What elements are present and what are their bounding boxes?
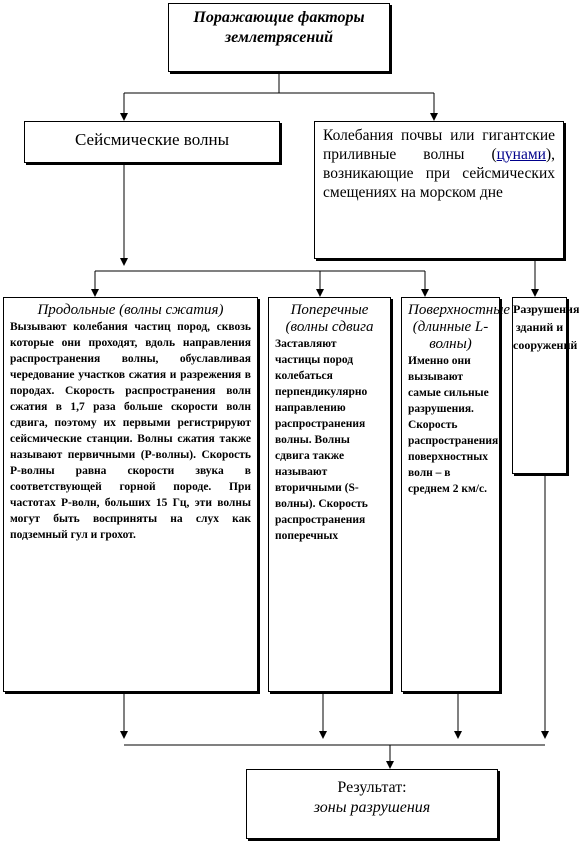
tsunami-link[interactable]: цунами	[496, 146, 546, 163]
longitudinal-waves-box	[3, 297, 258, 692]
surface-waves-box	[401, 297, 511, 692]
title-line-2: землетрясений	[224, 29, 334, 46]
surface-text: Именно они вызывают самые сильные разрушения. Скорость распространения поверхностных волн – в среднем 2 км/с.	[408, 355, 499, 495]
oscillations-text-before: Колебания почвы или гигантские приливные волны (	[323, 127, 555, 163]
surface-title: Поверхностные (длинные L-волны)	[408, 302, 511, 352]
destruction-box	[512, 297, 579, 474]
longitudinal-title: Продольные (волны сжатия)	[37, 302, 224, 318]
destruction-label: Разрушения зданий и сооружений	[513, 302, 579, 352]
oscillations-box	[314, 121, 564, 259]
result-box	[246, 769, 498, 839]
result-line-2: зоны разрушения	[313, 799, 431, 816]
title-box	[168, 3, 390, 72]
transverse-waves-box	[268, 297, 391, 692]
seismic-waves-box	[24, 121, 280, 163]
transverse-text: Заставляют частицы пород колебаться перпендикулярно направлению распространения волны. Волны сдвига также называют вторичными (S-волны). Скорость распространения поперечных	[275, 338, 368, 542]
transverse-title: Поперечные (волны сдвига	[285, 302, 374, 335]
title-line-1: Поражающие факторы	[193, 9, 365, 26]
seismic-waves-label: Сейсмические волны	[75, 130, 229, 149]
oscillations-text-after: ), возникающие при сейсмических смещениях на морском дне	[323, 146, 555, 201]
result-line-1: Результат:	[337, 779, 407, 796]
longitudinal-text: Вызывают колебания частиц пород, сквозь которые они проходят, вдоль направления распространения волны, обуславливая чередование участков сжатия и разрежения в породах. Скорость распространения волн сжатия в 1,7 раза больше скорости волн сдвига, поэтому их первыми регистрируют сейсмические станции. Волны сжатия также называют первичными (P-волны). Скорость P-волны равна скорости звука в соответствующей горной породе. При частотах P-волн, больших 15 Гц, эти волны могут быть восприняты на слух как подземный гул и грохот.	[10, 321, 251, 541]
